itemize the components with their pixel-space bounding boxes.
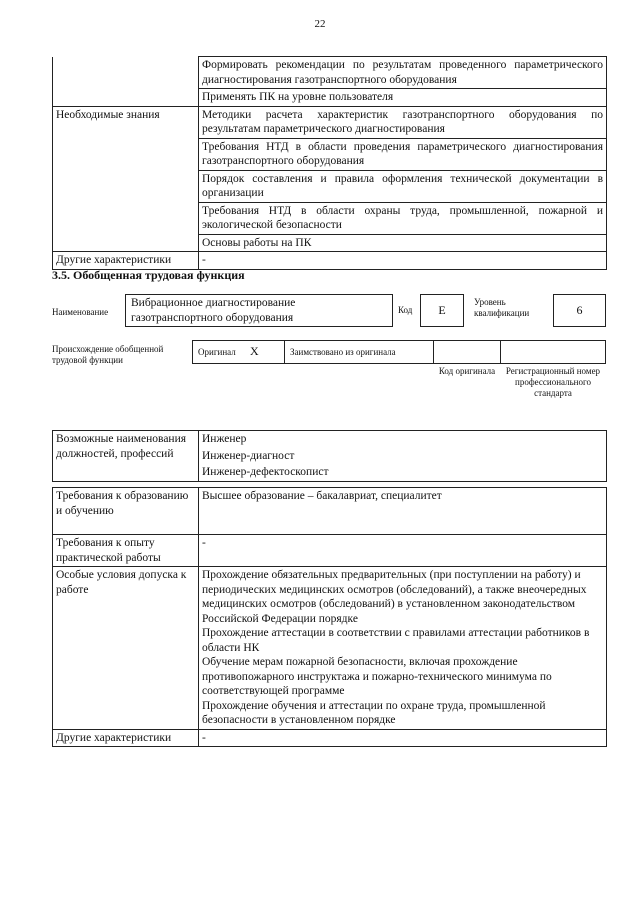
other-value: - — [199, 252, 607, 270]
education-value: Высшее образование – бакалавриат, специалитет — [199, 488, 607, 535]
reg-number-label: Регистрационный номер профессионального стандарта — [505, 366, 601, 398]
knowledge-item: Требования НТД в области проведения параметрического диагностирования газотранспортного оборудования — [199, 138, 607, 170]
row-label: Требования к опыту практической работы — [53, 535, 199, 567]
knowledge-item: Основы работы на ПК — [199, 234, 607, 252]
name-label: Наименование — [52, 307, 109, 317]
table-row — [53, 488, 607, 535]
level-label: Уровень квалификации — [474, 297, 530, 318]
knowledge-item: Порядок составления и правила оформления технической документации в организации — [199, 170, 607, 202]
job-title: Инженер — [199, 431, 607, 448]
job-titles-table — [52, 430, 607, 482]
code-label: Код — [398, 305, 413, 315]
table-row — [53, 729, 607, 747]
row-label: Возможные наименования должностей, профессий — [53, 431, 199, 482]
borrowed-label: Заимствовано из оригинала — [290, 347, 396, 357]
row-label: Особые условия допуска к работе — [53, 567, 199, 730]
reg-number-cell — [500, 340, 606, 364]
name-box — [125, 294, 393, 327]
admission-item: Прохождение обязательных предварительных (при поступлении на работу) и периодических медицинских осмотров (обследований), а также внеочередных медицинских осмотров (обследований) в установленном законодательством Российской Федерации порядке — [202, 569, 587, 625]
admission-item: Прохождение обучения и аттестации по охране труда, промышленной безопасности в установленном порядке — [202, 699, 546, 726]
skill-item: Применять ПК на уровне пользователя — [199, 89, 607, 107]
admission-item: Прохождение аттестации в соответствии с правилами аттестации работников в области НК — [202, 627, 590, 654]
knowledge-item: Методики расчета характеристик газотранспортного оборудования по результатам параметрического диагностирования — [199, 106, 607, 138]
name-value: Вибрационное диагностирование газотранспортного оборудования — [131, 297, 296, 324]
table-row — [53, 535, 607, 567]
admission-item: Обучение мерам пожарной безопасности, включая прохождение противопожарного инструктажа и пожарно-технического минимума по соответствующей программе — [202, 656, 552, 697]
row-label: Требования к образованию и обучению — [53, 488, 199, 535]
job-title: Инженер-диагност — [199, 448, 607, 465]
level-box — [553, 294, 606, 327]
row-label: Другие характеристики — [53, 252, 199, 270]
table-row — [53, 431, 607, 448]
original-cell — [192, 340, 285, 364]
code-original-cell — [433, 340, 501, 364]
table-row — [53, 252, 607, 270]
table-row — [53, 57, 607, 89]
original-label: Оригинал — [198, 347, 236, 357]
skill-item: Формировать рекомендации по результатам проведенного параметрического диагностирования газотранспортного оборудования — [199, 57, 607, 89]
original-mark: X — [250, 344, 259, 358]
row-label: Другие характеристики — [53, 729, 199, 747]
code-original-label: Код оригинала — [438, 366, 496, 376]
row-label: Необходимые знания — [53, 106, 199, 252]
knowledge-item: Требования НТД в области охраны труда, промышленной, пожарной и экологической безопасности — [199, 202, 607, 234]
code-box — [420, 294, 464, 327]
row-label — [53, 57, 199, 107]
table-row — [53, 106, 607, 138]
skills-knowledge-table — [52, 56, 607, 270]
origin-label: Происхождение обобщенной трудовой функции — [52, 344, 164, 365]
code-value: E — [438, 303, 446, 317]
section-title: 3.5. Обобщенная трудовая функция — [52, 268, 245, 282]
job-title: Инженер-дефектоскопист — [199, 464, 607, 481]
other-value: - — [199, 729, 607, 747]
borrowed-cell — [284, 340, 434, 364]
requirements-table — [52, 487, 607, 747]
table-row — [53, 567, 607, 730]
level-value: 6 — [576, 303, 583, 317]
admission-conditions — [199, 567, 607, 730]
page-number: 22 — [314, 18, 326, 30]
experience-value: - — [199, 535, 607, 567]
